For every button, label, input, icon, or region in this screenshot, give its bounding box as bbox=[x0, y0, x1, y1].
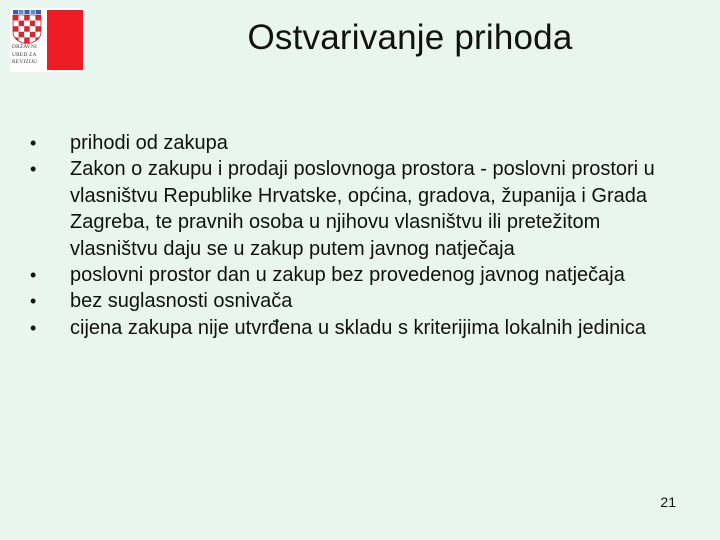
logo-text-line-3: REVIZIJU bbox=[12, 59, 38, 66]
logo-red-block bbox=[47, 10, 83, 70]
croatia-coat-of-arms-icon bbox=[12, 10, 42, 44]
bullet-text: prihodi od zakupa bbox=[70, 132, 228, 154]
bullet-item bbox=[24, 156, 684, 262]
slide-title: Ostvarivanje prihoda bbox=[247, 18, 573, 57]
bullet-symbol: • bbox=[30, 265, 37, 286]
logo-text-line-2: URED ZA bbox=[12, 51, 37, 58]
bullet-symbol: • bbox=[30, 133, 37, 153]
bullet-text: cijena zakupa nije utvrđena u skladu s kriterijima lokalnih jedinica bbox=[70, 316, 646, 339]
bullet-text: bez suglasnosti osnivača bbox=[70, 290, 293, 313]
bullet-item bbox=[24, 315, 684, 341]
bullet-item bbox=[24, 262, 684, 288]
bullet-item bbox=[24, 130, 684, 156]
bullet-symbol: • bbox=[30, 291, 37, 312]
logo-text bbox=[12, 44, 46, 67]
bullet-symbol: • bbox=[30, 317, 37, 338]
bullet-text: Zakon o zakupu i prodaji poslovnoga prostora - poslovni prostori u vlasništvu Republike Hrvatske, općina, gradova, županija i Grada Zagreba, te pravnih osoba u njihovu vlasništvu ili pretežitom vlasništvu daju se u zakup putem javnog natječaja bbox=[70, 158, 655, 260]
page-number: 21 bbox=[660, 494, 676, 510]
bullet-text: poslovni prostor dan u zakup bez provedenog javnog natječaja bbox=[70, 264, 625, 287]
logo-text-line-1: DRŽAVNI bbox=[12, 44, 37, 50]
bullet-list bbox=[24, 130, 684, 341]
bullet-symbol: • bbox=[30, 159, 37, 180]
bullet-item bbox=[24, 288, 684, 314]
state-audit-office-logo bbox=[10, 8, 84, 72]
